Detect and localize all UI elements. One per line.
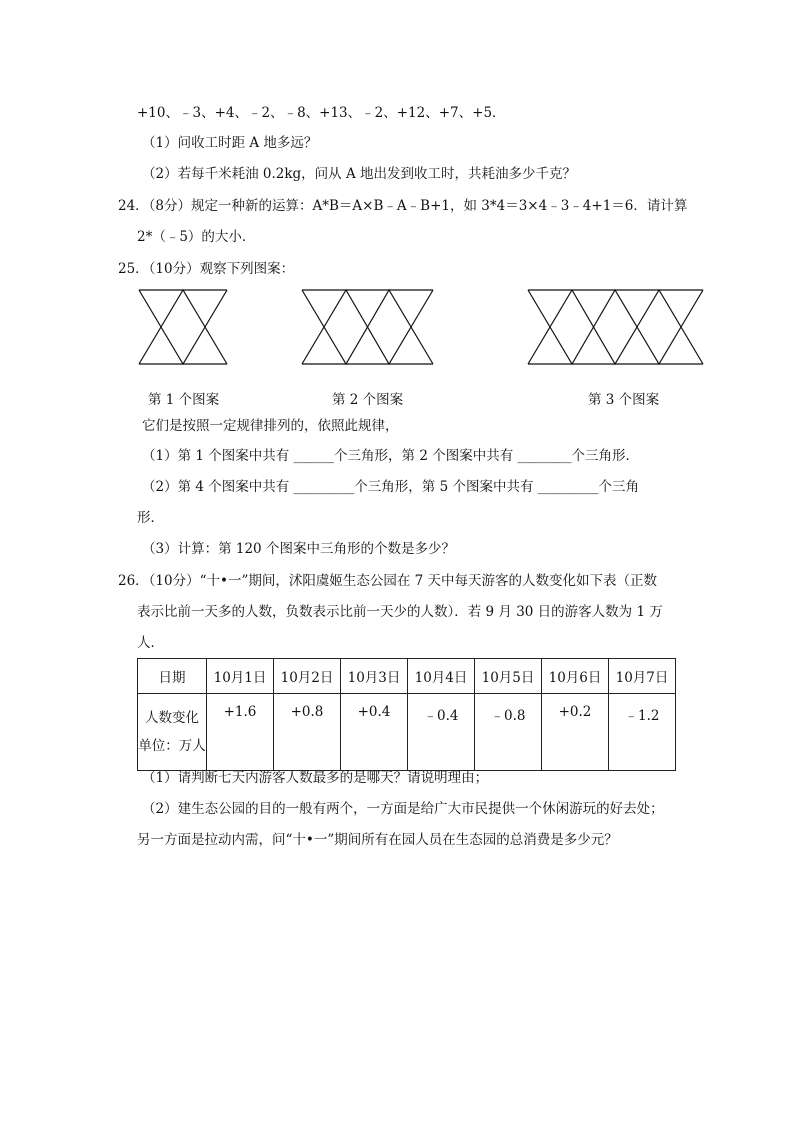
table-header-label: 日期 [138,659,207,694]
q24-line1: 24．（8分）规定一种新的运算：A*B＝A×B﹣A﹣B+1，如 3*4＝3×4﹣3﹣4+1＝6．请计算 [118,198,688,214]
pattern-2-caption: 第 2 个图案 [332,392,404,408]
q25-sub2a: （2）第 4 个图案中共有 _________个三角形，第 5 个图案中共有 _________个三角 [142,479,640,495]
table-value-row [138,694,676,771]
visitor-change-table [137,658,676,771]
row-label-line2: 单位：万人 [138,738,206,754]
table-value-cell: ﹣0.4 [408,694,475,771]
table-date-cell: 10月2日 [274,659,341,694]
q26-sub2b: 另一方面是拉动内需，问“十•一”期间所有在园人员在生态园的总消费是多少元？ [137,832,618,848]
q26-line1: 26．（10分）“十•一”期间，沭阳虞姬生态公园在 7 天中每天游客的人数变化如下表（正数 [118,573,658,589]
q26-sub1: （1）请判断七天内游客人数最多的是哪天？请说明理由； [142,770,489,786]
table-value-cell: +0.4 [341,694,408,771]
table-row-label [138,694,207,771]
table-value-cell: +1.6 [207,694,274,771]
q25-intro: 它们是按照一定规律排列的，依照此规律， [142,418,399,434]
pattern-3-caption: 第 3 个图案 [588,392,660,408]
q25-sub3: （3）计算：第 120 个图案中三角形的个数是多少？ [142,541,455,557]
row-label-line1: 人数变化 [145,710,199,726]
table-header-row [138,659,676,694]
table-value-cell: ﹣1.2 [609,694,676,771]
q23-sub1: （1）问收工时距 A 地多远？ [142,135,318,151]
table-date-cell: 10月3日 [341,659,408,694]
q25-title: 25．（10分）观察下列图案： [118,261,295,277]
q26-line3: 人． [137,635,164,651]
pattern-1-figure [138,289,228,365]
q25-sub1: （1）第 1 个图案中共有 ______个三角形，第 2 个图案中共有 ________个三角形． [142,448,640,464]
table-date-cell: 10月1日 [207,659,274,694]
table-date-cell: 10月4日 [408,659,475,694]
q25-sub2b: 形． [137,510,164,526]
table-date-cell: 10月6日 [542,659,609,694]
q26-line2: 表示比前一天多的人数，负数表示比前一天少的人数）．若 9 月 30 日的游客人数为 1 万 [137,604,663,620]
table-value-cell: +0.2 [542,694,609,771]
q24-line2: 2*（﹣5）的大小． [137,229,256,245]
pattern-3-figure [527,289,704,365]
table-value-cell: ﹣0.8 [475,694,542,771]
table-date-cell: 10月5日 [475,659,542,694]
q26-sub2a: （2）建生态公园的目的一般有两个，一方面是给广大市民提供一个休闲游玩的好去处； [142,801,664,817]
q23-data-line: +10、﹣3、+4、﹣2、﹣8、+13、﹣2、+12、+7、+5． [137,105,506,121]
table-date-cell: 10月7日 [609,659,676,694]
table-value-cell: +0.8 [274,694,341,771]
q23-sub2: （2）若每千米耗油 0.2kg，问从 A 地出发到收工时，共耗油多少千克？ [142,166,577,182]
pattern-2-figure [301,289,434,365]
pattern-1-caption: 第 1 个图案 [148,392,220,408]
